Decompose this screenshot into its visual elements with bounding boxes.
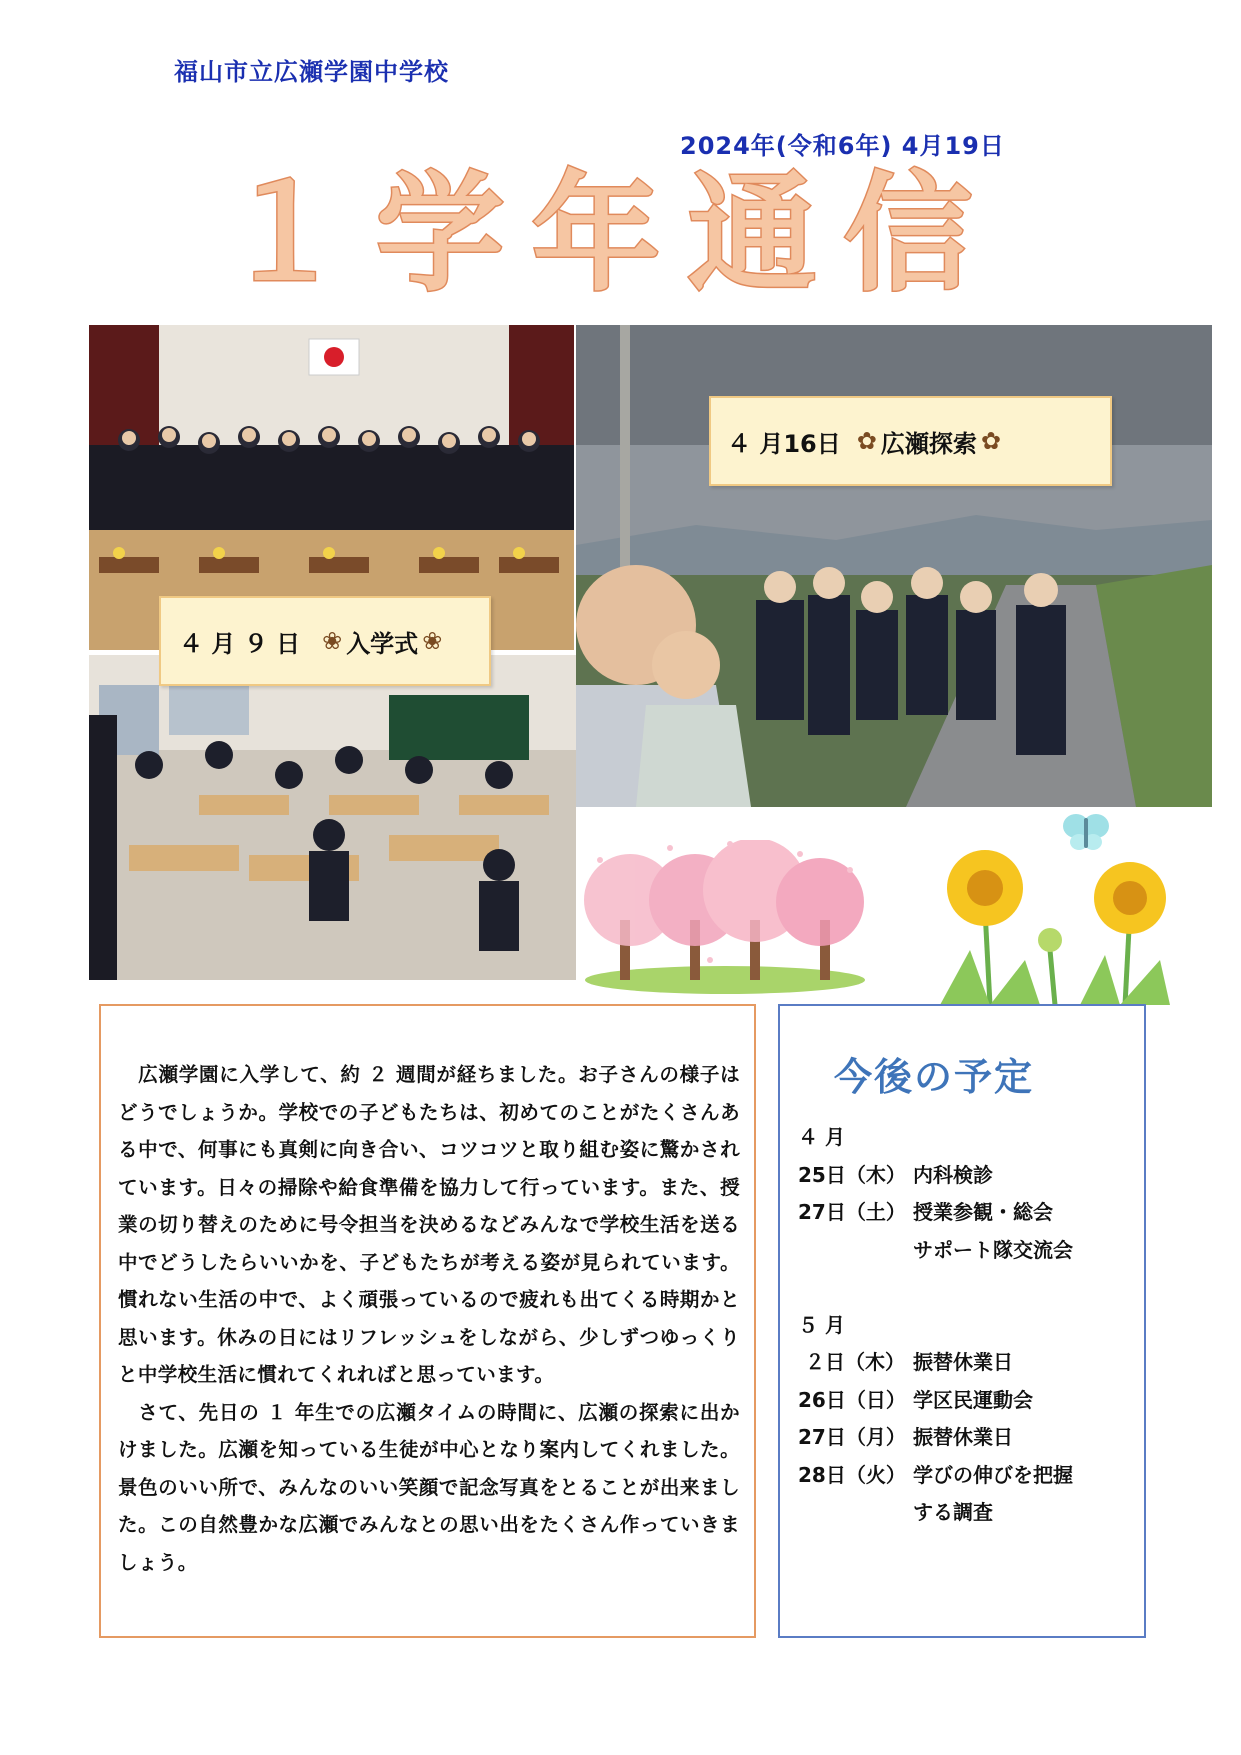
article-text-box: [99, 1004, 756, 1638]
schedule-event: 内科検診: [913, 1162, 993, 1187]
title-text: １学年通信: [219, 160, 1001, 300]
issue-date: 2024年(令和6年) 4月19日: [680, 132, 1005, 160]
schedule-row: [798, 1419, 1134, 1457]
schedule-event: 授業参観・総会: [913, 1200, 1053, 1224]
schedule-title: 今後の予定: [834, 1055, 1035, 1099]
classroom-photo: [89, 655, 576, 980]
school-name: 福山市立広瀬学園中学校: [174, 58, 449, 86]
schedule-row: [798, 1157, 1134, 1195]
dandelion-illustration: [930, 840, 1180, 1010]
schedule-box: [778, 1004, 1146, 1638]
schedule-row: [798, 1494, 1134, 1532]
schedule-row: [798, 1344, 1134, 1382]
schedule-month-april: ４ 月: [798, 1125, 845, 1149]
schedule-row: [798, 1194, 1134, 1232]
schedule-day: 25日（木）: [798, 1162, 906, 1187]
schedule-day: [798, 1232, 913, 1270]
schedule-row: [798, 1457, 1134, 1495]
exploration-caption: [709, 396, 1112, 486]
exploration-label: 広瀬探索: [880, 429, 977, 458]
exploration-date: ４ 月16日: [727, 429, 841, 458]
butterfly-icon: [1060, 808, 1112, 856]
article-paragraph-2: さて、先日の １ 年生での広瀬タイムの時間に、広瀬の探索に出かけました。広瀬を知っている生徒が中心となり案内してくれました。景色のいい所で、みんなのいい笑顔で記念写真をとることが出来ました。この自然豊かな広瀬でみんなとの思い出をたくさん作っていきましょう。: [118, 1400, 740, 1574]
schedule-event: する調査: [913, 1500, 993, 1524]
schedule-day: 26日（日）: [798, 1387, 906, 1412]
flower-icon: ✿: [856, 427, 877, 455]
entrance-ceremony-date: ４ 月 ９ 日: [179, 629, 301, 658]
schedule-event: 学区民運動会: [913, 1387, 1033, 1412]
flower-icon: ❀: [422, 627, 443, 655]
schedule-day: 27日（月）: [798, 1425, 906, 1449]
schedule-row: [798, 1232, 1134, 1270]
newsletter-title: [160, 160, 1060, 300]
schedule-event: 振替休業日: [913, 1425, 1013, 1449]
schedule-event: 振替休業日: [913, 1350, 1013, 1374]
entrance-ceremony-caption: [159, 596, 491, 686]
schedule-day: ２日（木）: [798, 1350, 905, 1374]
schedule-row: [798, 1382, 1134, 1420]
article-paragraph-1: 広瀬学園に入学して、約 ２ 週間が経ちました。お子さんの様子はどうでしょうか。学校での子どもたちは、初めてのことがたくさんある中で、何事にも真剣に向き合い、コツコツと取り組む姿に驚かされています。日々の掃除や給食準備を協力して行っています。また、授業の切り替えのために号令担当を決めるなどみんなで学校生活を送る中でどうしたらいいかを、子どもたちが考える姿が見られています。慣れない生活の中で、よく頑張っているので疲れも出てくる時期かと思います。休みの日にはリフレッシュをしながら、少しずつゆっくりと中学校生活に慣れてくれればと思っています。: [118, 1063, 740, 1386]
schedule-event: サポート隊交流会: [913, 1237, 1073, 1262]
cherry-blossom-trees-illustration: [580, 840, 870, 1000]
schedule-event: 学びの伸びを把握: [913, 1462, 1073, 1487]
flower-icon: ❀: [322, 627, 343, 655]
schedule-day: 28日（火）: [798, 1462, 906, 1487]
schedule-day: [798, 1494, 913, 1532]
schedule-day: 27日（土）: [798, 1200, 906, 1224]
entrance-ceremony-label: 入学式: [346, 629, 419, 658]
flower-icon: ✿: [980, 427, 1001, 455]
schedule-list: [798, 1119, 1134, 1532]
schedule-month-may: ５ 月: [798, 1312, 845, 1337]
